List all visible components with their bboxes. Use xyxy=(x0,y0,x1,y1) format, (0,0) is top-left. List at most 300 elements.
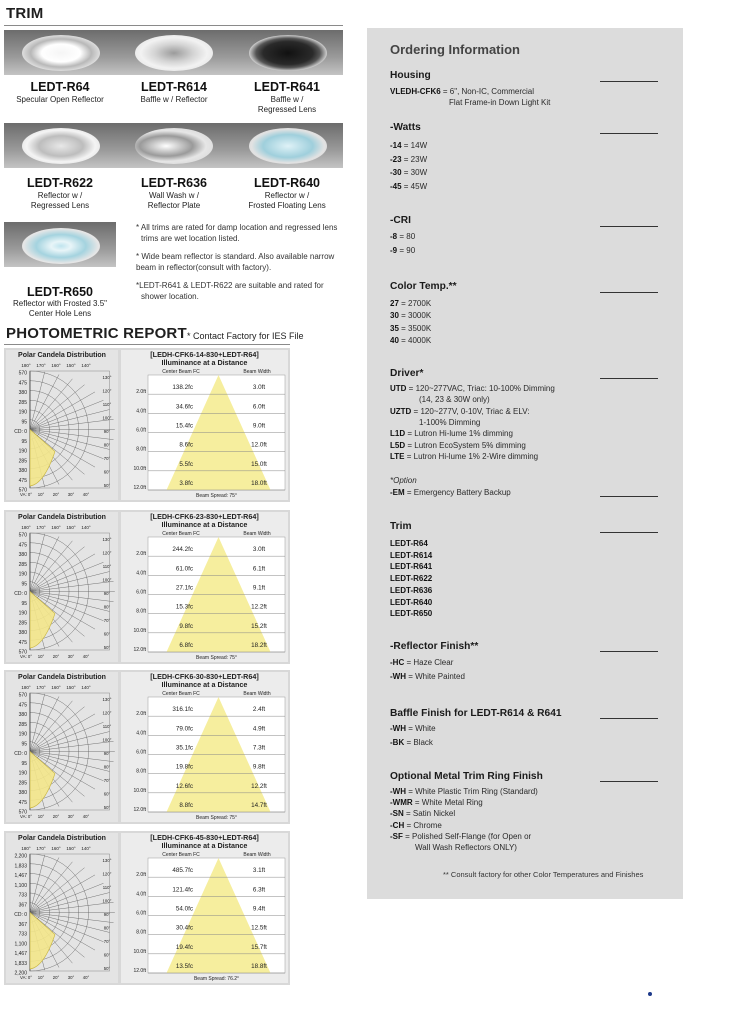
trim-title: TRIM xyxy=(6,5,44,22)
center-beam-fc: 8.8fc xyxy=(179,802,193,809)
polar-scale-label: 380 xyxy=(18,630,27,636)
center-beam-fc: 15.4fc xyxy=(175,422,193,430)
polar-angle-label: 60° xyxy=(103,469,111,475)
photometric-report xyxy=(4,510,290,664)
polar-scale-label: CD: 0 xyxy=(14,751,27,757)
trim-desc-r650-line1: Reflector with Frosted 3.5" xyxy=(13,299,107,308)
watts-code: -45 xyxy=(390,181,402,191)
polar-angle-label: 10° xyxy=(37,654,45,659)
polar-diagram xyxy=(6,512,118,662)
ring-option xyxy=(390,832,531,842)
driver-text: = Lutron EcoSystem 5% dimming xyxy=(405,440,526,450)
photometric-report xyxy=(4,831,290,985)
housing-option xyxy=(390,87,534,97)
beam-width: 4.9ft xyxy=(252,725,266,733)
polar-angle-label: 30° xyxy=(67,814,75,819)
column-header-fc: Center Beam FC xyxy=(162,852,200,858)
polar-scale-label: 570 xyxy=(18,370,27,377)
column-header-fc: Center Beam FC xyxy=(162,369,200,375)
beam-width: 9.0ft xyxy=(252,422,266,430)
trim-desc-r64: Specular Open Reflector xyxy=(16,95,104,104)
page-dot xyxy=(648,992,652,996)
polar-angle-label: 180° xyxy=(21,525,31,530)
color-text: = 2700K xyxy=(398,299,432,308)
trim-note-3-line1: *LEDT-R641 & LEDT-R622 are suitable and rated for xyxy=(136,281,324,290)
trim-option: LEDT-R622 xyxy=(390,574,433,584)
polar-angle-label: 150° xyxy=(66,846,76,851)
beam-width: 3.1ft xyxy=(252,867,266,875)
polar-scale-label: 570 xyxy=(18,532,27,539)
center-beam-fc: 138.2fc xyxy=(172,384,193,392)
center-beam-fc: 54.0fc xyxy=(175,905,193,913)
distance-label: 10.0ft xyxy=(133,465,146,472)
housing-option-cont xyxy=(449,98,550,108)
polar-angle-label: 130° xyxy=(102,697,112,702)
polar-angle-label: 10° xyxy=(37,492,45,497)
polar-angle-label: 90° xyxy=(103,429,111,434)
color-option xyxy=(390,311,431,321)
trim-note-2-line1: * Wide beam reflector is standard. Also available narrow xyxy=(136,252,335,261)
polar-angle-label: 80° xyxy=(103,764,111,770)
illuminance-panel xyxy=(121,672,288,822)
polar-angle-label: 60° xyxy=(103,631,111,637)
polar-scale-label: 380 xyxy=(18,790,27,796)
polar-angle-label: 180° xyxy=(21,846,31,851)
distance-label: 2.0ft xyxy=(136,551,146,558)
driver-code: L1D xyxy=(390,429,406,439)
housing-text: = 6", Non-IC, Commercial xyxy=(440,87,534,96)
center-beam-fc: 244.2fc xyxy=(172,546,193,554)
color-text: = 4000K xyxy=(398,335,432,345)
watts-heading: -Watts xyxy=(390,122,421,133)
polar-angle-label: 140° xyxy=(81,846,91,851)
polar-scale-label: 1,833 xyxy=(14,863,27,870)
illuminance-subtitle: Illuminance at a Distance xyxy=(161,520,248,529)
polar-scale-label: 190 xyxy=(18,731,27,738)
photometric-note: * Contact Factory for IES File xyxy=(187,331,304,341)
cri-option xyxy=(390,246,415,256)
trim-ring-heading: Optional Metal Trim Ring Finish xyxy=(390,771,543,782)
beam-width: 15.0ft xyxy=(251,460,267,468)
distance-label: 4.0ft xyxy=(136,891,146,898)
trim-option: LEDT-R636 xyxy=(390,585,433,595)
distance-label: 12.0ft xyxy=(133,647,146,653)
distance-label: 12.0ft xyxy=(133,807,146,813)
baffle-option xyxy=(390,738,433,748)
polar-angle-label: 20° xyxy=(52,814,60,819)
ring-code: -SN xyxy=(390,809,404,819)
beam-width: 6.3ft xyxy=(252,886,266,894)
illuminance-title: [LEDH-CFK6-30-830+LEDT-R64] xyxy=(150,672,259,681)
trim-name-r622: LEDT-R622 xyxy=(27,176,93,190)
cri-text: = 90 xyxy=(397,245,416,255)
ring-code: -WMR xyxy=(390,798,413,808)
polar-angle-label: 20° xyxy=(52,654,60,659)
cri-heading: -CRI xyxy=(390,215,411,226)
center-beam-fc: 5.5fc xyxy=(179,460,193,468)
polar-angle-label: 170° xyxy=(36,363,46,368)
beam-spread: Beam Spread: 76.2° xyxy=(193,976,240,982)
watts-text: = 14W xyxy=(401,141,428,150)
driver-text: = 120~277V, 0-10V, Triac & ELV: xyxy=(411,406,530,416)
trim-option: LEDT-R640 xyxy=(390,597,433,607)
beam-width: 6.1ft xyxy=(252,565,266,573)
center-beam-fc: 27.1fc xyxy=(175,584,193,592)
watts-code: -14 xyxy=(390,141,402,150)
photometric-title: PHOTOMETRIC REPORT xyxy=(6,325,187,342)
polar-angle-label: 160° xyxy=(51,363,61,368)
option-em xyxy=(390,488,511,498)
color-code: 40 xyxy=(390,335,399,345)
driver-option xyxy=(390,407,530,417)
polar-scale-label: 190 xyxy=(18,610,27,617)
polar-candela-panel xyxy=(6,833,118,983)
driver-option xyxy=(419,418,480,428)
watts-code: -23 xyxy=(390,154,402,164)
watts-option xyxy=(390,182,427,192)
polar-angle-label: 180° xyxy=(21,363,31,368)
driver-blank xyxy=(600,378,658,379)
distance-label: 4.0ft xyxy=(136,408,146,415)
driver-heading: Driver* xyxy=(390,368,424,379)
trim-desc-r622-line2: Regressed Lens xyxy=(30,201,90,210)
reflector-option xyxy=(390,672,465,682)
illuminance-title: [LEDH-CFK6-23-830+LEDT-R64] xyxy=(150,512,259,521)
polar-angle-label: 130° xyxy=(102,537,112,542)
beam-width: 3.0ft xyxy=(252,546,266,554)
polar-angle-label: 60° xyxy=(103,952,111,958)
trim-title-rule xyxy=(4,25,343,26)
polar-angle-label: 70° xyxy=(103,939,111,944)
polar-angle-label: 40° xyxy=(82,654,90,659)
polar-scale-label: 190 xyxy=(18,770,27,777)
center-beam-fc: 61.0fc xyxy=(175,565,193,573)
distance-label: 12.0ft xyxy=(133,968,146,974)
trim-option: LEDT-R650 xyxy=(390,609,433,619)
polar-angle-label: 40° xyxy=(82,492,90,497)
baffle-text: = White xyxy=(406,724,436,733)
polar-scale-label: 285 xyxy=(18,721,27,728)
polar-scale-label: 475 xyxy=(18,702,27,709)
polar-candela-panel xyxy=(6,672,118,822)
polar-scale-label: 367 xyxy=(18,921,27,928)
polar-angle-label: 110° xyxy=(102,885,112,890)
driver-option xyxy=(390,452,538,462)
ring-code: -CH xyxy=(390,820,405,830)
polar-scale-label: 380 xyxy=(18,468,27,474)
distance-label: 6.0ft xyxy=(136,427,146,434)
polar-angle-label: 150° xyxy=(66,685,76,690)
beam-width: 6.0ft xyxy=(252,403,266,411)
polar-scale-label: 475 xyxy=(18,639,27,646)
driver-code: UTD xyxy=(390,384,407,393)
polar-angle-label: 110° xyxy=(102,724,112,729)
polar-scale-label: 190 xyxy=(18,571,27,578)
trim-desc-r641-line1: Baffle w / xyxy=(270,95,304,104)
ring-option xyxy=(390,798,483,808)
illuminance-panel xyxy=(121,512,288,662)
polar-scale-label: 95 xyxy=(21,600,27,607)
driver-code: L5D xyxy=(390,440,406,450)
trim-note-3-line2: shower location. xyxy=(141,292,199,301)
ring-text: = Chrome xyxy=(404,820,442,830)
illuminance-title: [LEDH-CFK6-14-830+LEDT-R64] xyxy=(150,350,259,359)
polar-angle-label: 100° xyxy=(102,415,112,421)
distance-label: 10.0ft xyxy=(133,787,146,794)
beam-width: 12.2ft xyxy=(251,782,267,790)
center-beam-fc: 30.4fc xyxy=(175,924,193,932)
trim-order-heading: Trim xyxy=(390,521,412,532)
polar-scale-label: CD: 0 xyxy=(14,429,27,435)
trim-desc-r650-line2: Center Hole Lens xyxy=(28,309,92,318)
polar-scale-label: 2,200 xyxy=(14,853,27,860)
color-code: 27 xyxy=(390,299,399,308)
watts-option xyxy=(390,168,427,178)
distance-label: 8.0ft xyxy=(136,608,146,615)
illuminance-panel xyxy=(121,833,288,983)
photometric-report xyxy=(4,670,290,824)
trim-note-2-line2: beam in reflector(consult with factory). xyxy=(136,263,272,272)
option-em-text: = Emergency Battery Backup xyxy=(404,488,511,497)
illuminance-diagram xyxy=(121,512,288,662)
baffle-finish-blank xyxy=(600,718,658,719)
polar-title: Polar Candela Distribution xyxy=(18,674,106,681)
polar-angle-label: 110° xyxy=(102,564,112,569)
distance-label: 2.0ft xyxy=(136,389,146,396)
polar-scale-label: 380 xyxy=(18,552,27,558)
polar-angle-label: 40° xyxy=(82,814,90,819)
distance-label: 8.0ft xyxy=(136,446,146,453)
cri-text: = 80 xyxy=(397,232,416,241)
beam-spread: Beam Spread: 75° xyxy=(196,493,237,499)
beam-width: 9.4ft xyxy=(252,905,266,913)
polar-angle-label: 140° xyxy=(81,685,91,690)
polar-angle-label: 50° xyxy=(103,966,111,971)
cri-blank xyxy=(600,226,658,227)
polar-angle-label: 70° xyxy=(103,456,111,461)
center-beam-fc: 19.4fc xyxy=(175,943,193,951)
polar-angle-label: 130° xyxy=(102,375,112,380)
polar-angle-label: 100° xyxy=(102,577,112,583)
polar-angle-label: VA: 0° xyxy=(20,492,32,497)
watts-text: = 23W xyxy=(401,154,428,164)
ring-option xyxy=(390,821,442,831)
ring-text: = White Metal Ring xyxy=(412,798,483,808)
polar-angle-label: VA: 0° xyxy=(20,975,32,980)
polar-scale-label: 570 xyxy=(18,487,27,494)
polar-candela-panel xyxy=(6,350,118,500)
trim-r64-image xyxy=(22,35,100,71)
polar-scale-label: 475 xyxy=(18,542,27,549)
polar-angle-label: 160° xyxy=(51,685,61,690)
polar-title: Polar Candela Distribution xyxy=(18,514,106,521)
reflector-text: = White Painted xyxy=(406,671,465,681)
polar-angle-label: 120° xyxy=(102,871,112,877)
polar-angle-label: 130° xyxy=(102,858,112,863)
cri-code: -8 xyxy=(390,232,398,241)
driver-option xyxy=(419,395,490,405)
polar-scale-label: CD: 0 xyxy=(14,912,27,918)
polar-angle-label: 10° xyxy=(37,814,45,819)
trim-option: LEDT-R614 xyxy=(390,550,433,560)
distance-label: 10.0ft xyxy=(133,627,146,634)
polar-scale-label: 95 xyxy=(21,419,27,426)
polar-scale-label: 380 xyxy=(18,712,27,718)
center-beam-fc: 485.7fc xyxy=(172,867,193,875)
trim-name-r640: LEDT-R640 xyxy=(254,176,320,190)
distance-label: 2.0ft xyxy=(136,711,146,718)
color-temp-heading: Color Temp.** xyxy=(390,281,457,292)
polar-angle-label: 80° xyxy=(103,442,111,448)
beam-width: 12.5ft xyxy=(251,924,267,932)
trim-option: LEDT-R64 xyxy=(390,539,428,548)
center-beam-fc: 15.3fc xyxy=(175,603,193,611)
trim-r641-image xyxy=(249,35,327,71)
trim-name-r614: LEDT-R614 xyxy=(141,80,207,94)
polar-angle-label: 20° xyxy=(52,492,60,497)
polar-angle-label: 80° xyxy=(103,925,111,931)
polar-scale-label: 285 xyxy=(18,780,27,787)
driver-option xyxy=(390,384,555,394)
center-beam-fc: 6.8fc xyxy=(179,642,193,649)
polar-scale-label: 95 xyxy=(21,581,27,588)
polar-angle-label: 170° xyxy=(36,685,46,690)
polar-angle-label: 160° xyxy=(51,525,61,530)
polar-angle-label: 30° xyxy=(67,492,75,497)
polar-angle-label: 120° xyxy=(102,388,112,394)
polar-angle-label: 140° xyxy=(81,525,91,530)
column-header-fc: Center Beam FC xyxy=(162,531,200,537)
beam-width: 9.1ft xyxy=(252,584,266,592)
illuminance-subtitle: Illuminance at a Distance xyxy=(161,841,248,850)
watts-text: = 45W xyxy=(401,181,428,191)
center-beam-fc: 35.1fc xyxy=(175,744,193,752)
center-beam-fc: 19.8fc xyxy=(175,763,193,771)
polar-angle-label: 40° xyxy=(82,975,90,980)
polar-angle-label: 30° xyxy=(67,654,75,659)
polar-angle-label: 50° xyxy=(103,483,111,488)
beam-width: 18.2ft xyxy=(251,642,267,649)
option-blank xyxy=(600,496,658,497)
polar-angle-label: 70° xyxy=(103,778,111,783)
polar-angle-label: 120° xyxy=(102,550,112,556)
polar-angle-label: VA: 0° xyxy=(20,814,32,819)
illuminance-panel xyxy=(121,350,288,500)
polar-angle-label: 90° xyxy=(103,591,111,596)
polar-scale-label: 190 xyxy=(18,448,27,455)
watts-text: = 30W xyxy=(401,168,428,177)
trim-desc-r614: Baffle w / Reflector xyxy=(140,95,208,104)
center-beam-fc: 8.6fc xyxy=(179,441,193,449)
ordering-panel xyxy=(367,28,683,899)
reflector-code: -HC xyxy=(390,658,405,667)
watts-option xyxy=(390,155,427,165)
polar-scale-label: 380 xyxy=(18,390,27,396)
polar-diagram xyxy=(6,672,118,822)
housing-heading: Housing xyxy=(390,70,431,81)
ring-code: -WH xyxy=(390,787,406,796)
trim-name-r650: LEDT-R650 xyxy=(27,285,93,299)
color-option xyxy=(390,324,431,334)
polar-angle-label: 170° xyxy=(36,846,46,851)
polar-scale-label: 1,467 xyxy=(14,951,27,957)
polar-scale-label: 475 xyxy=(18,799,27,806)
polar-diagram xyxy=(6,833,118,983)
polar-angle-label: 140° xyxy=(81,363,91,368)
polar-angle-label: 120° xyxy=(102,710,112,716)
photometric-report xyxy=(4,348,290,502)
trim-note-1-line2: trims are wet location listed. xyxy=(141,234,240,243)
driver-option xyxy=(390,429,513,439)
ring-option xyxy=(390,787,538,797)
reflector-code: -WH xyxy=(390,671,406,681)
housing-text-2: Flat Frame-in Down Light Kit xyxy=(449,98,551,107)
polar-angle-label: 10° xyxy=(37,975,45,980)
center-beam-fc: 13.5fc xyxy=(175,963,193,970)
polar-scale-label: 285 xyxy=(18,399,27,406)
polar-scale-label: 285 xyxy=(18,620,27,627)
polar-scale-label: 285 xyxy=(18,458,27,465)
cri-option xyxy=(390,232,415,242)
polar-scale-label: 570 xyxy=(18,692,27,699)
trim-name-r636: LEDT-R636 xyxy=(141,176,207,190)
polar-scale-label: 285 xyxy=(18,561,27,568)
color-code: 35 xyxy=(390,323,399,333)
ring-option xyxy=(415,843,517,853)
polar-scale-label: 2,200 xyxy=(14,970,27,977)
polar-scale-label: 95 xyxy=(21,741,27,748)
option-em-code: -EM xyxy=(390,488,405,497)
color-temp-blank xyxy=(600,292,658,293)
polar-angle-label: 180° xyxy=(21,685,31,690)
ring-text: = Satin Nickel xyxy=(403,809,456,819)
trim-desc-r636-line1: Wall Wash w / xyxy=(148,191,200,200)
polar-scale-label: CD: 0 xyxy=(14,591,27,597)
beam-width: 18.8ft xyxy=(251,963,267,970)
polar-angle-label: 150° xyxy=(66,363,76,368)
ring-code: -SF xyxy=(390,831,403,841)
beam-spread: Beam Spread: 75° xyxy=(196,655,237,661)
ring-text: Wall Wash Reflectors ONLY) xyxy=(415,843,517,852)
illuminance-title: [LEDH-CFK6-45-830+LEDT-R64] xyxy=(150,833,259,842)
beam-width: 2.4ft xyxy=(252,706,266,714)
ring-option xyxy=(390,809,455,819)
polar-angle-label: 70° xyxy=(103,618,111,623)
color-option xyxy=(390,336,431,346)
baffle-code: -WH xyxy=(390,724,406,733)
ordering-title: Ordering Information xyxy=(390,42,520,57)
driver-text: = Lutron Hi-lume 1% 2-Wire dimming xyxy=(404,451,539,461)
polar-title: Polar Candela Distribution xyxy=(18,352,106,359)
beam-width: 14.7ft xyxy=(251,802,267,809)
polar-angle-label: 30° xyxy=(67,975,75,980)
trim-option: LEDT-R641 xyxy=(390,562,433,572)
polar-angle-label: 100° xyxy=(102,737,112,743)
watts-blank xyxy=(600,133,658,134)
watts-option xyxy=(390,141,427,151)
trim-note-1-line1: * All trims are rated for damp location and regressed lens xyxy=(136,223,338,232)
polar-angle-label: 90° xyxy=(103,912,111,917)
center-beam-fc: 12.6fc xyxy=(175,782,193,790)
center-beam-fc: 121.4fc xyxy=(172,886,193,894)
driver-text: = Lutron Hi-lume 1% dimming xyxy=(405,429,513,439)
distance-label: 6.0ft xyxy=(136,910,146,917)
polar-angle-label: VA: 0° xyxy=(20,654,32,659)
baffle-option xyxy=(390,724,436,734)
polar-angle-label: 60° xyxy=(103,791,111,797)
driver-option xyxy=(390,441,526,451)
column-header-bw: Beam Width xyxy=(243,531,271,537)
